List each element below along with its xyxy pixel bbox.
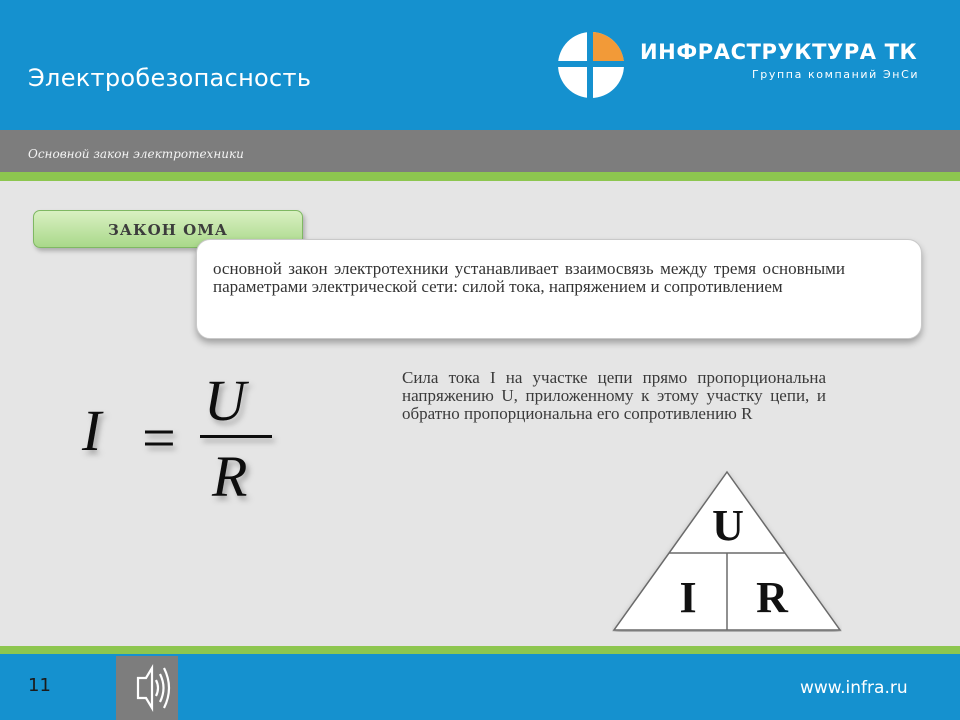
triangle-current: I [679, 573, 697, 622]
accent-stripe-top [0, 172, 960, 181]
ohms-law-formula [70, 368, 310, 518]
page-number: 11 [28, 675, 51, 696]
ohms-law-description: Сила тока I на участке цепи прямо пропорциональна напряжению U, приложенному к этому участку цепи, и обратно пропорциональна его сопротивлению R [402, 368, 826, 423]
audio-button[interactable] [116, 656, 178, 720]
formula-current: I [82, 398, 102, 463]
logo-company-subtitle: Группа компаний ЭнСи [752, 68, 920, 81]
formula-fraction-bar [200, 435, 272, 438]
triangle-voltage: U [712, 501, 744, 550]
header-bar [0, 0, 960, 130]
accent-stripe-bottom [0, 646, 960, 654]
law-tag-label: ЗАКОН ОМА [107, 221, 229, 239]
formula-resistance: R [212, 444, 248, 509]
definition-box [196, 239, 922, 339]
speaker-icon [116, 656, 178, 720]
section-subtitle: Основной закон электротехники [28, 147, 244, 161]
logo-company-name: ИНФРАСТРУКТУРА ТК [640, 40, 918, 64]
formula-equals: = [142, 405, 176, 471]
definition-text: основной закон электротехники устанавливает взаимосвязь между тремя основными параметрами электрической сети: силой тока, напряжением и сопротивлением [213, 259, 845, 296]
slide-title: Электробезопасность [28, 64, 312, 92]
section-band [0, 130, 960, 172]
triangle-resistance: R [756, 573, 788, 622]
website-link[interactable]: www.infra.ru [800, 678, 908, 698]
ohms-law-triangle [612, 470, 842, 632]
company-logo-icon [556, 30, 626, 100]
formula-voltage: U [204, 368, 246, 433]
